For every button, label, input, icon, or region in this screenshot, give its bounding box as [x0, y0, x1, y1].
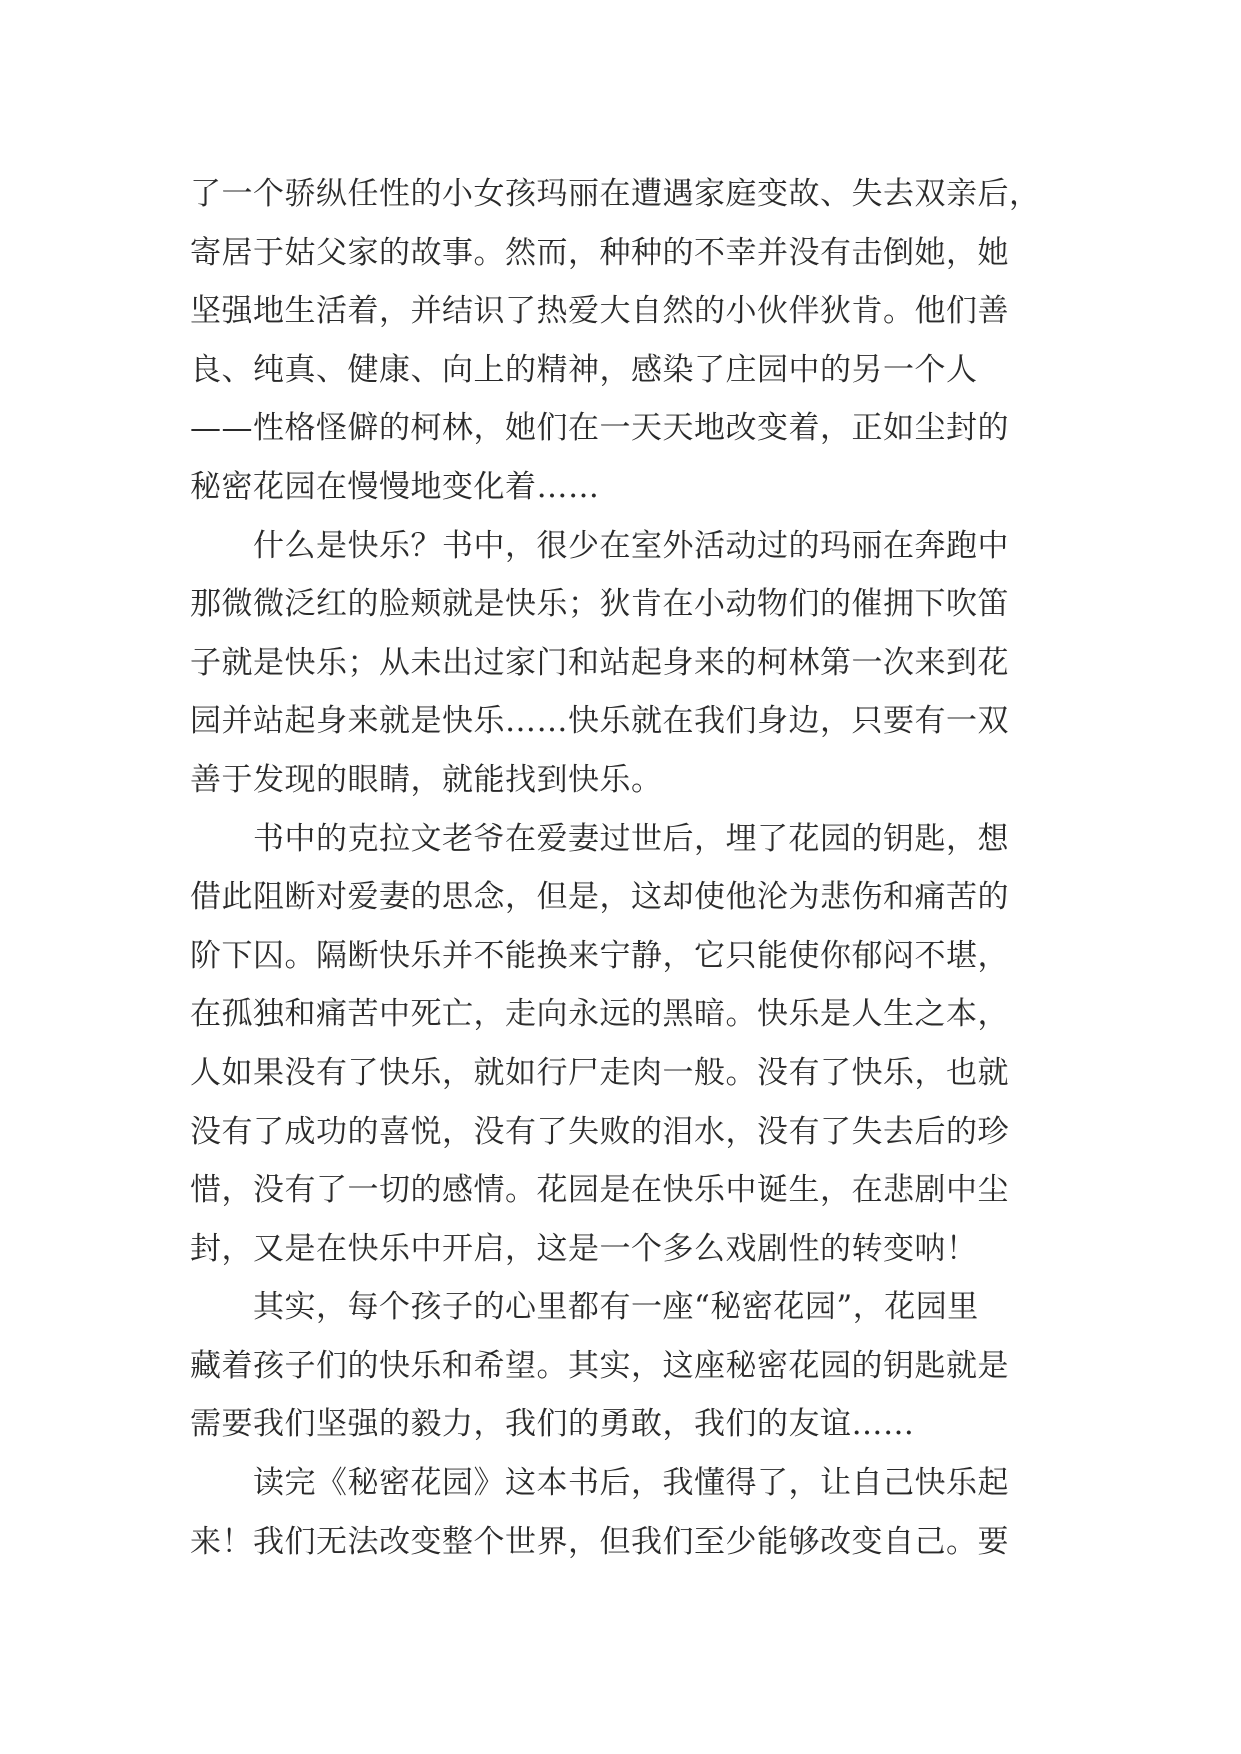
text-line: 秘密花园在慢慢地变化着……	[190, 468, 600, 505]
text-line: ——性格怪僻的柯林，她们在一天天地改变着，正如尘封的	[190, 410, 1009, 447]
text-line: 其实，每个孩子的心里都有一座“秘密花园”，花园里	[190, 1289, 979, 1326]
text-line: 没有了成功的喜悦，没有了失败的泪水，没有了失去后的珍	[190, 1113, 1009, 1150]
text-line: 那微微泛红的脸颊就是快乐；狄肯在小动物们的催拥下吹笛	[190, 586, 1009, 623]
text-line: 什么是快乐？书中，很少在室外活动过的玛丽在奔跑中	[190, 527, 1009, 564]
text-line: 书中的克拉文老爷在爱妻过世后，埋了花园的钥匙，想	[190, 820, 1009, 857]
text-line: 了一个骄纵任性的小女孩玛丽在遭遇家庭变故、失去双亲后，	[190, 176, 1041, 212]
text-line: 园并站起身来就是快乐……快乐就在我们身边，只要有一双	[190, 703, 1009, 740]
text-line: 在孤独和痛苦中死亡，走向永远的黑暗。快乐是人生之本，	[190, 996, 1009, 1033]
text-line: 坚强地生活着，并结识了热爱大自然的小伙伴狄肯。他们善	[190, 293, 1009, 330]
text-line: 需要我们坚强的毅力，我们的勇敢，我们的友谊……	[190, 1406, 915, 1443]
text-line: 惜，没有了一切的感情。花园是在快乐中诞生，在悲剧中尘	[190, 1172, 1009, 1209]
text-line: 阶下囚。隔断快乐并不能换来宁静，它只能使你郁闷不堪，	[190, 937, 1009, 974]
document-body	[190, 165, 1070, 1571]
text-line: 寄居于姑父家的故事。然而，种种的不幸并没有击倒她，她	[190, 234, 1009, 271]
text-line: 来！我们无法改变整个世界，但我们至少能够改变自己。要	[190, 1523, 1009, 1560]
text-line: 子就是快乐；从未出过家门和站起身来的柯林第一次来到花	[190, 644, 1009, 681]
text-line: 人如果没有了快乐，就如行尸走肉一般。没有了快乐，也就	[190, 1054, 1009, 1091]
text-line: 借此阻断对爱妻的思念，但是，这却使他沦为悲伤和痛苦的	[190, 879, 1009, 916]
text-line: 良、纯真、健康、向上的精神，感染了庄园中的另一个人	[190, 351, 978, 388]
text-line: 读完《秘密花园》这本书后，我懂得了，让自己快乐起	[190, 1465, 1009, 1502]
text-line: 封，又是在快乐中开启，这是一个多么戏剧性的转变呐！	[190, 1230, 978, 1267]
text-line: 善于发现的眼睛，就能找到快乐。	[190, 761, 663, 798]
text-line: 藏着孩子们的快乐和希望。其实，这座秘密花园的钥匙就是	[190, 1347, 1009, 1384]
